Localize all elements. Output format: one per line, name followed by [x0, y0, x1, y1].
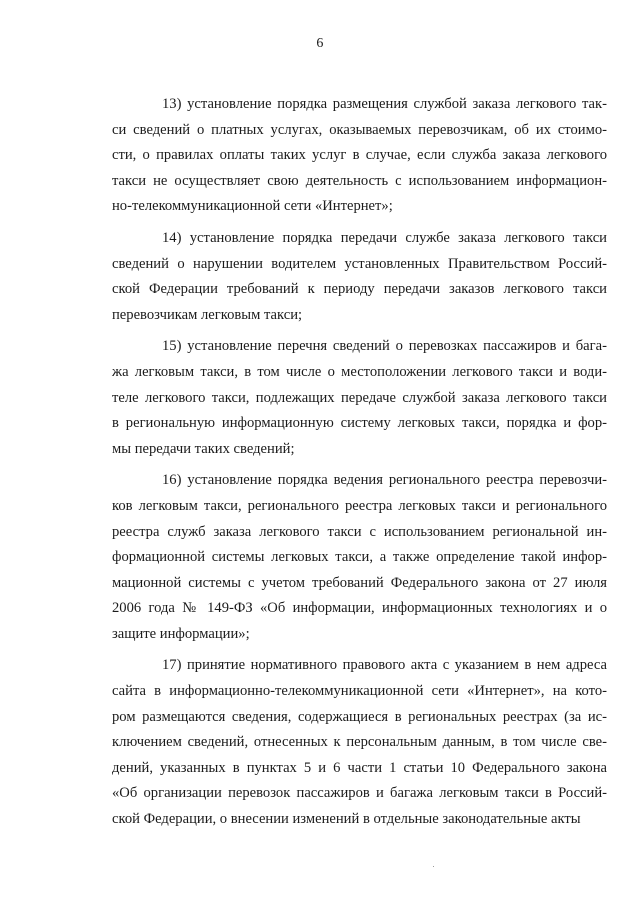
document-body: [112, 92, 607, 839]
page-number: 6: [316, 36, 324, 51]
text-line: 15) установление перечня сведений о перевозках пассажиров и бага-: [162, 338, 607, 355]
text-line: си сведений о платных услугах, оказываемых перевозчикам, об их стоимо-: [112, 121, 607, 138]
paragraph-item-15: [112, 334, 607, 462]
paragraph-item-14: [112, 226, 607, 328]
text-line: жа легковым такси, в том числе о местоположении легкового такси и води-: [112, 363, 607, 380]
text-line: ской Федерации, о внесении изменений в отдельные законодательные акты: [112, 811, 581, 828]
paragraph-item-17: [112, 653, 607, 832]
text-line: 2006 года № 149-ФЗ «Об информации, информационных технологиях и о: [112, 600, 607, 617]
text-line: ром размещаются сведения, содержащиеся в региональных реестрах (за ис-: [112, 708, 607, 725]
text-line: формационной системы легковых такси, а также определение такой инфор-: [112, 549, 607, 566]
text-line: 14) установление порядка передачи службе заказа легкового такси: [162, 229, 607, 246]
text-line: 17) принятие нормативного правового акта с указанием в нем адреса: [162, 657, 607, 674]
text-line: теле легкового такси, подлежащих передаче службой заказа легкового такси: [112, 389, 607, 406]
scan-speck: [433, 866, 434, 867]
text-line: сайта в информационно-телекоммуникационной сети «Интернет», на кото-: [112, 683, 607, 700]
text-line: «Об организации перевозок пассажиров и багажа легковым такси в Россий-: [112, 785, 607, 802]
text-line: ключением сведений, отнесенных к персональным данным, в том числе све-: [112, 734, 607, 751]
text-line: ской Федерации требований к периоду передачи заказов легкового такси: [112, 281, 607, 298]
text-line: защите информации»;: [112, 625, 250, 642]
text-line: дений, указанных в пунктах 5 и 6 части 1 статьи 10 Федерального закона: [112, 759, 607, 776]
text-line: мационной системы с учетом требований Федерального закона от 27 июля: [112, 574, 607, 591]
text-line: мы передачи таких сведений;: [112, 440, 295, 457]
text-line: такси не осуществляет свою деятельность с использованием информацион-: [112, 172, 607, 189]
text-line: в региональную информационную систему легковых такси, порядка и фор-: [112, 415, 607, 432]
text-line: 16) установление порядка ведения регионального реестра перевозчи-: [162, 472, 607, 489]
text-line: ков легковым такси, регионального реестра легковых такси и регионального: [112, 497, 607, 514]
paragraph-item-13: [112, 92, 607, 220]
text-line: 13) установление порядка размещения службой заказа легкового так-: [162, 96, 607, 112]
text-line: но-телекоммуникационной сети «Интернет»;: [112, 198, 393, 215]
text-line: сти, о правилах оплаты таких услуг в случае, если служба заказа легкового: [112, 147, 607, 164]
text-line: перевозчикам легковым такси;: [112, 306, 303, 323]
text-line: сведений о нарушении водителем установленных Правительством Россий-: [112, 255, 607, 272]
text-line: реестра служб заказа легкового такси с использованием региональной ин-: [112, 523, 607, 540]
paragraph-item-16: [112, 468, 607, 647]
